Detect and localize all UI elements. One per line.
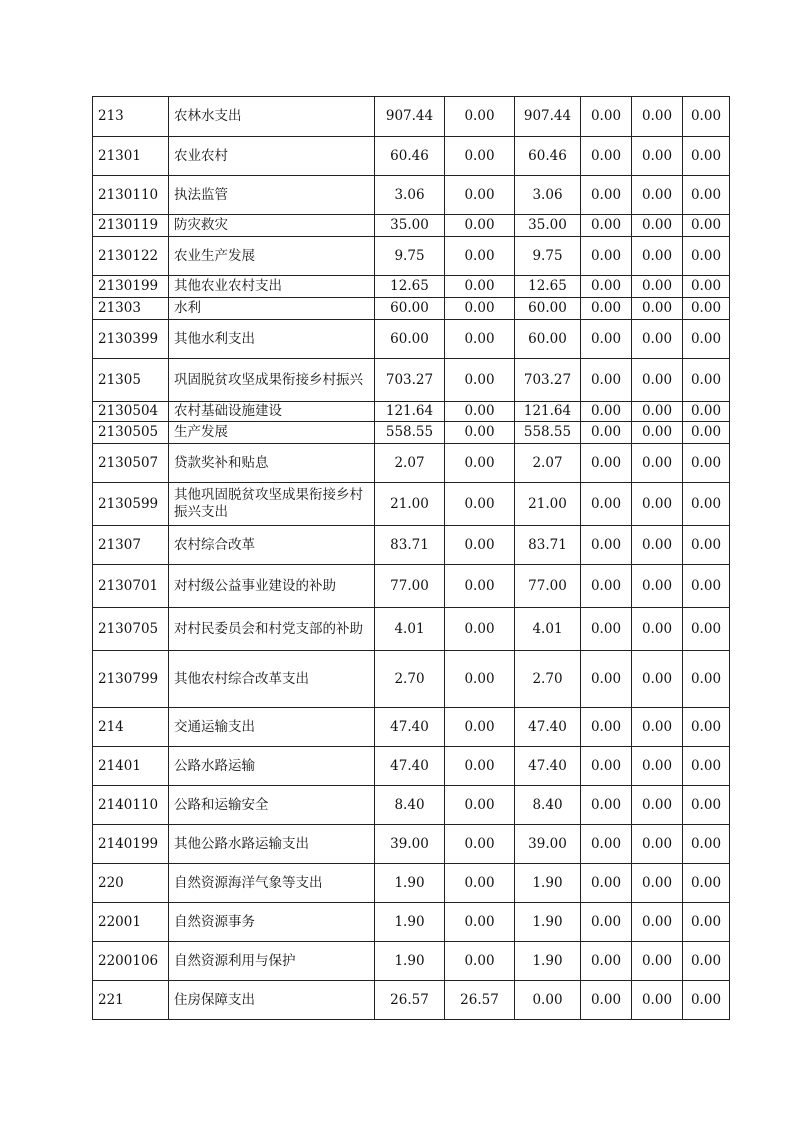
subject-name-cell: 农业农村 <box>169 137 375 176</box>
amount-cell: 121.64 <box>515 402 581 422</box>
amount-cell: 0.00 <box>683 708 730 747</box>
amount-cell: 39.00 <box>375 825 445 864</box>
subject-name-cell: 水利 <box>169 298 375 320</box>
amount-cell: 0.00 <box>581 137 632 176</box>
amount-cell: 2.70 <box>515 651 581 708</box>
table-row <box>93 608 730 651</box>
amount-cell: 0.00 <box>632 786 683 825</box>
subject-code-cell: 2130110 <box>93 176 169 215</box>
amount-cell: 0.00 <box>581 825 632 864</box>
subject-code-cell: 2130122 <box>93 237 169 276</box>
subject-name-cell: 防灾救灾 <box>169 215 375 237</box>
amount-cell: 1.90 <box>515 942 581 981</box>
subject-name-cell: 农村综合改革 <box>169 526 375 565</box>
amount-cell: 703.27 <box>515 359 581 402</box>
amount-cell: 9.75 <box>515 237 581 276</box>
table-row <box>93 276 730 298</box>
amount-cell: 0.00 <box>632 137 683 176</box>
amount-cell: 0.00 <box>445 526 515 565</box>
subject-name-cell: 交通运输支出 <box>169 708 375 747</box>
amount-cell: 0.00 <box>632 298 683 320</box>
table-row <box>93 298 730 320</box>
amount-cell: 0.00 <box>632 708 683 747</box>
amount-cell: 4.01 <box>515 608 581 651</box>
table-row <box>93 422 730 444</box>
amount-cell: 0.00 <box>581 402 632 422</box>
amount-cell: 0.00 <box>445 276 515 298</box>
amount-cell: 0.00 <box>632 359 683 402</box>
amount-cell: 907.44 <box>375 97 445 137</box>
amount-cell: 0.00 <box>445 97 515 137</box>
subject-code-cell: 2130701 <box>93 565 169 608</box>
amount-cell: 83.71 <box>375 526 445 565</box>
subject-name-cell: 住房保障支出 <box>169 981 375 1020</box>
amount-cell: 0.00 <box>445 825 515 864</box>
amount-cell: 26.57 <box>375 981 445 1020</box>
table-row <box>93 237 730 276</box>
amount-cell: 0.00 <box>445 651 515 708</box>
subject-name-cell: 自然资源利用与保护 <box>169 942 375 981</box>
table-row <box>93 526 730 565</box>
amount-cell: 0.00 <box>632 942 683 981</box>
table-row <box>93 483 730 526</box>
amount-cell: 0.00 <box>445 565 515 608</box>
amount-cell: 0.00 <box>581 903 632 942</box>
amount-cell: 0.00 <box>445 176 515 215</box>
amount-cell: 0.00 <box>445 903 515 942</box>
subject-name-cell: 农业生产发展 <box>169 237 375 276</box>
subject-code-cell: 2140110 <box>93 786 169 825</box>
subject-name-cell: 公路水路运输 <box>169 747 375 786</box>
amount-cell: 0.00 <box>581 444 632 483</box>
amount-cell: 0.00 <box>632 402 683 422</box>
table-row <box>93 97 730 137</box>
table-row <box>93 786 730 825</box>
table-row <box>93 981 730 1020</box>
amount-cell: 60.46 <box>375 137 445 176</box>
table-row <box>93 320 730 359</box>
amount-cell: 0.00 <box>581 981 632 1020</box>
amount-cell: 0.00 <box>581 864 632 903</box>
amount-cell: 21.00 <box>515 483 581 526</box>
amount-cell: 0.00 <box>632 864 683 903</box>
amount-cell: 0.00 <box>632 97 683 137</box>
amount-cell: 60.00 <box>375 298 445 320</box>
amount-cell: 0.00 <box>515 981 581 1020</box>
amount-cell: 4.01 <box>375 608 445 651</box>
subject-code-cell: 2200106 <box>93 942 169 981</box>
amount-cell: 121.64 <box>375 402 445 422</box>
subject-code-cell: 214 <box>93 708 169 747</box>
amount-cell: 0.00 <box>581 276 632 298</box>
amount-cell: 0.00 <box>683 786 730 825</box>
amount-cell: 907.44 <box>515 97 581 137</box>
amount-cell: 0.00 <box>632 981 683 1020</box>
subject-name-cell: 其他公路水路运输支出 <box>169 825 375 864</box>
amount-cell: 47.40 <box>375 708 445 747</box>
amount-cell: 0.00 <box>683 526 730 565</box>
amount-cell: 0.00 <box>581 215 632 237</box>
amount-cell: 2.07 <box>515 444 581 483</box>
budget-table-body <box>93 97 730 1020</box>
amount-cell: 60.00 <box>515 298 581 320</box>
amount-cell: 47.40 <box>515 708 581 747</box>
amount-cell: 0.00 <box>445 237 515 276</box>
subject-code-cell: 2130505 <box>93 422 169 444</box>
subject-code-cell: 21305 <box>93 359 169 402</box>
subject-name-cell: 自然资源事务 <box>169 903 375 942</box>
subject-code-cell: 2130705 <box>93 608 169 651</box>
amount-cell: 0.00 <box>445 864 515 903</box>
amount-cell: 0.00 <box>632 608 683 651</box>
subject-code-cell: 2130119 <box>93 215 169 237</box>
table-row <box>93 359 730 402</box>
subject-name-cell: 自然资源海洋气象等支出 <box>169 864 375 903</box>
subject-name-cell: 其他农村综合改革支出 <box>169 651 375 708</box>
amount-cell: 0.00 <box>683 651 730 708</box>
amount-cell: 3.06 <box>375 176 445 215</box>
amount-cell: 0.00 <box>683 942 730 981</box>
amount-cell: 0.00 <box>445 359 515 402</box>
subject-code-cell: 2130399 <box>93 320 169 359</box>
amount-cell: 0.00 <box>581 176 632 215</box>
amount-cell: 77.00 <box>375 565 445 608</box>
amount-cell: 8.40 <box>515 786 581 825</box>
amount-cell: 0.00 <box>445 444 515 483</box>
amount-cell: 0.00 <box>445 942 515 981</box>
table-row <box>93 864 730 903</box>
amount-cell: 0.00 <box>683 483 730 526</box>
table-row <box>93 903 730 942</box>
subject-code-cell: 22001 <box>93 903 169 942</box>
budget-table <box>92 96 730 1020</box>
amount-cell: 0.00 <box>683 298 730 320</box>
amount-cell: 35.00 <box>515 215 581 237</box>
amount-cell: 0.00 <box>632 483 683 526</box>
amount-cell: 1.90 <box>375 942 445 981</box>
amount-cell: 0.00 <box>445 708 515 747</box>
amount-cell: 0.00 <box>581 942 632 981</box>
subject-code-cell: 221 <box>93 981 169 1020</box>
amount-cell: 0.00 <box>445 298 515 320</box>
amount-cell: 0.00 <box>683 981 730 1020</box>
amount-cell: 0.00 <box>581 483 632 526</box>
subject-code-cell: 21307 <box>93 526 169 565</box>
subject-code-cell: 213 <box>93 97 169 137</box>
subject-name-cell: 农村基础设施建设 <box>169 402 375 422</box>
amount-cell: 0.00 <box>683 402 730 422</box>
amount-cell: 2.07 <box>375 444 445 483</box>
subject-code-cell: 2130507 <box>93 444 169 483</box>
amount-cell: 0.00 <box>632 651 683 708</box>
table-row <box>93 137 730 176</box>
subject-name-cell: 巩固脱贫攻坚成果衔接乡村振兴 <box>169 359 375 402</box>
amount-cell: 0.00 <box>683 137 730 176</box>
amount-cell: 39.00 <box>515 825 581 864</box>
amount-cell: 0.00 <box>632 422 683 444</box>
amount-cell: 26.57 <box>445 981 515 1020</box>
amount-cell: 0.00 <box>632 825 683 864</box>
amount-cell: 0.00 <box>581 526 632 565</box>
subject-name-cell: 对村级公益事业建设的补助 <box>169 565 375 608</box>
subject-code-cell: 220 <box>93 864 169 903</box>
subject-name-cell: 农林水支出 <box>169 97 375 137</box>
subject-code-cell: 2140199 <box>93 825 169 864</box>
table-row <box>93 708 730 747</box>
amount-cell: 0.00 <box>445 608 515 651</box>
subject-code-cell: 21401 <box>93 747 169 786</box>
amount-cell: 12.65 <box>515 276 581 298</box>
amount-cell: 8.40 <box>375 786 445 825</box>
amount-cell: 60.00 <box>515 320 581 359</box>
table-row <box>93 215 730 237</box>
amount-cell: 0.00 <box>683 97 730 137</box>
subject-code-cell: 2130504 <box>93 402 169 422</box>
amount-cell: 35.00 <box>375 215 445 237</box>
amount-cell: 0.00 <box>683 565 730 608</box>
amount-cell: 47.40 <box>375 747 445 786</box>
table-row <box>93 402 730 422</box>
amount-cell: 0.00 <box>581 708 632 747</box>
amount-cell: 1.90 <box>515 864 581 903</box>
amount-cell: 703.27 <box>375 359 445 402</box>
amount-cell: 0.00 <box>445 422 515 444</box>
table-row <box>93 444 730 483</box>
amount-cell: 0.00 <box>632 237 683 276</box>
amount-cell: 0.00 <box>683 825 730 864</box>
subject-name-cell: 贷款奖补和贴息 <box>169 444 375 483</box>
amount-cell: 0.00 <box>445 137 515 176</box>
amount-cell: 0.00 <box>581 422 632 444</box>
amount-cell: 0.00 <box>632 320 683 359</box>
amount-cell: 0.00 <box>632 215 683 237</box>
amount-cell: 3.06 <box>515 176 581 215</box>
amount-cell: 0.00 <box>581 320 632 359</box>
subject-name-cell: 生产发展 <box>169 422 375 444</box>
amount-cell: 0.00 <box>581 651 632 708</box>
amount-cell: 0.00 <box>632 903 683 942</box>
amount-cell: 558.55 <box>375 422 445 444</box>
amount-cell: 77.00 <box>515 565 581 608</box>
amount-cell: 0.00 <box>581 608 632 651</box>
amount-cell: 60.00 <box>375 320 445 359</box>
amount-cell: 0.00 <box>581 786 632 825</box>
subject-name-cell: 其他农业农村支出 <box>169 276 375 298</box>
amount-cell: 0.00 <box>683 903 730 942</box>
subject-name-cell: 其他水利支出 <box>169 320 375 359</box>
amount-cell: 2.70 <box>375 651 445 708</box>
amount-cell: 1.90 <box>515 903 581 942</box>
subject-code-cell: 21301 <box>93 137 169 176</box>
amount-cell: 0.00 <box>683 608 730 651</box>
amount-cell: 0.00 <box>581 298 632 320</box>
table-row <box>93 747 730 786</box>
amount-cell: 0.00 <box>683 747 730 786</box>
amount-cell: 0.00 <box>445 215 515 237</box>
subject-code-cell: 21303 <box>93 298 169 320</box>
subject-name-cell: 执法监管 <box>169 176 375 215</box>
amount-cell: 0.00 <box>445 402 515 422</box>
amount-cell: 1.90 <box>375 903 445 942</box>
amount-cell: 9.75 <box>375 237 445 276</box>
subject-name-cell: 对村民委员会和村党支部的补助 <box>169 608 375 651</box>
subject-name-cell: 公路和运输安全 <box>169 786 375 825</box>
amount-cell: 0.00 <box>632 747 683 786</box>
subject-name-cell: 其他巩固脱贫攻坚成果衔接乡村振兴支出 <box>169 483 375 526</box>
amount-cell: 83.71 <box>515 526 581 565</box>
amount-cell: 558.55 <box>515 422 581 444</box>
amount-cell: 12.65 <box>375 276 445 298</box>
amount-cell: 0.00 <box>683 276 730 298</box>
table-row <box>93 176 730 215</box>
amount-cell: 0.00 <box>683 320 730 359</box>
table-row <box>93 825 730 864</box>
amount-cell: 0.00 <box>445 786 515 825</box>
subject-code-cell: 2130199 <box>93 276 169 298</box>
amount-cell: 0.00 <box>683 422 730 444</box>
amount-cell: 0.00 <box>683 215 730 237</box>
amount-cell: 0.00 <box>683 444 730 483</box>
table-row <box>93 565 730 608</box>
amount-cell: 0.00 <box>445 747 515 786</box>
amount-cell: 0.00 <box>632 526 683 565</box>
amount-cell: 0.00 <box>683 864 730 903</box>
amount-cell: 0.00 <box>683 237 730 276</box>
amount-cell: 0.00 <box>581 97 632 137</box>
amount-cell: 0.00 <box>683 359 730 402</box>
amount-cell: 47.40 <box>515 747 581 786</box>
table-row <box>93 651 730 708</box>
amount-cell: 0.00 <box>445 320 515 359</box>
amount-cell: 60.46 <box>515 137 581 176</box>
amount-cell: 0.00 <box>445 483 515 526</box>
amount-cell: 0.00 <box>632 176 683 215</box>
amount-cell: 0.00 <box>632 276 683 298</box>
amount-cell: 1.90 <box>375 864 445 903</box>
amount-cell: 0.00 <box>683 176 730 215</box>
amount-cell: 0.00 <box>632 444 683 483</box>
amount-cell: 0.00 <box>581 747 632 786</box>
amount-cell: 0.00 <box>581 237 632 276</box>
amount-cell: 0.00 <box>632 565 683 608</box>
amount-cell: 0.00 <box>581 359 632 402</box>
amount-cell: 21.00 <box>375 483 445 526</box>
subject-code-cell: 2130799 <box>93 651 169 708</box>
table-row <box>93 942 730 981</box>
amount-cell: 0.00 <box>581 565 632 608</box>
subject-code-cell: 2130599 <box>93 483 169 526</box>
